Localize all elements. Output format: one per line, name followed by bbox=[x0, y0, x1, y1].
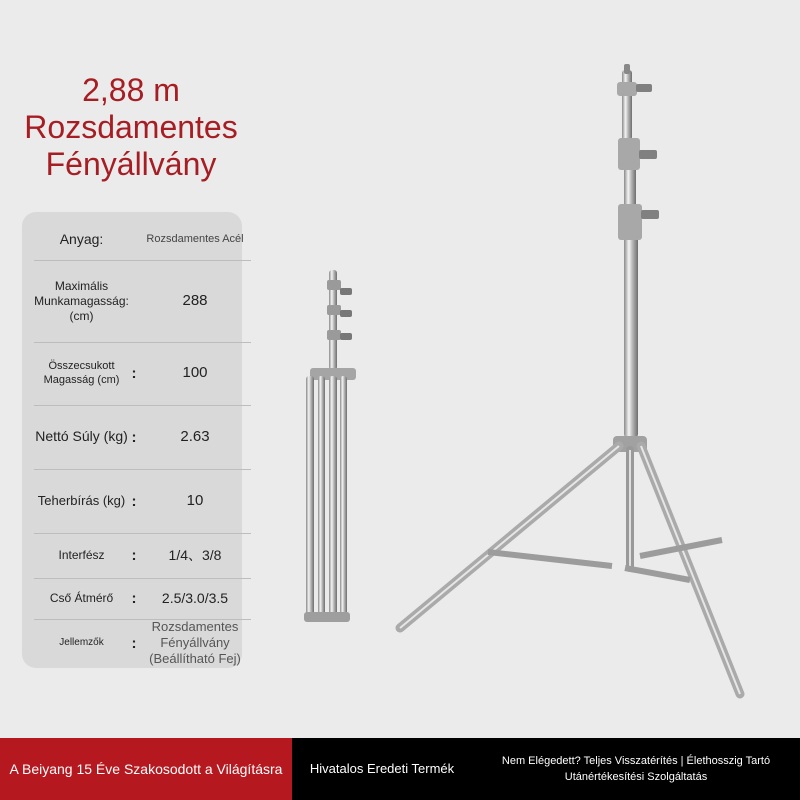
footer-authentic: Hivatalos Eredeti Termék bbox=[292, 738, 472, 800]
spec-value: 1/4、3/8 bbox=[168, 546, 222, 563]
folded-stand bbox=[304, 270, 356, 622]
spec-colon: : bbox=[131, 492, 137, 510]
spec-colon: : bbox=[131, 547, 137, 564]
spec-colon: : bbox=[131, 634, 137, 652]
extended-stand bbox=[400, 64, 740, 694]
spec-value: Rozsdamentes Acél bbox=[146, 233, 244, 246]
spec-label: Nettó Súly (kg) bbox=[35, 428, 128, 445]
spec-colon: : bbox=[131, 428, 137, 446]
spec-label: Maximális Munkamagasság: (cm) bbox=[34, 278, 129, 323]
spec-value: 10 bbox=[186, 491, 204, 509]
spec-label: Cső Átmérő bbox=[49, 591, 114, 605]
spec-value: 2.5/3.0/3.5 bbox=[161, 589, 229, 606]
title-line-product: Fényállvány bbox=[45, 146, 217, 182]
spec-colon: : bbox=[131, 590, 137, 607]
footer-banner bbox=[0, 738, 800, 800]
spec-value: 288 bbox=[182, 291, 208, 309]
spec-label: Jellemzők bbox=[59, 636, 104, 648]
footer-guarantee: Nem Elégedett? Teljes Visszatérítés | Élethosszig Tartó Utánértékesítési Szolgáltatás bbox=[472, 738, 800, 800]
spec-label: Összecsukott Magasság (cm) bbox=[43, 359, 120, 386]
spec-value: 100 bbox=[182, 364, 208, 382]
spec-value: 2.63 bbox=[180, 427, 210, 445]
spec-label: Anyag: bbox=[59, 231, 104, 248]
footer-specialization: A Beiyang 15 Éve Szakosodott a Világításra bbox=[0, 738, 292, 800]
title-line-material: Rozsdamentes bbox=[24, 109, 238, 145]
spec-label: Teherbírás (kg) bbox=[37, 492, 126, 508]
spec-label: Interfész bbox=[58, 548, 105, 562]
title-line-height: 2,88 m bbox=[82, 72, 180, 108]
spec-value: Rozsdamentes Fényállvány (Beállítható Fej) bbox=[149, 619, 241, 666]
spec-colon: : bbox=[131, 365, 137, 382]
